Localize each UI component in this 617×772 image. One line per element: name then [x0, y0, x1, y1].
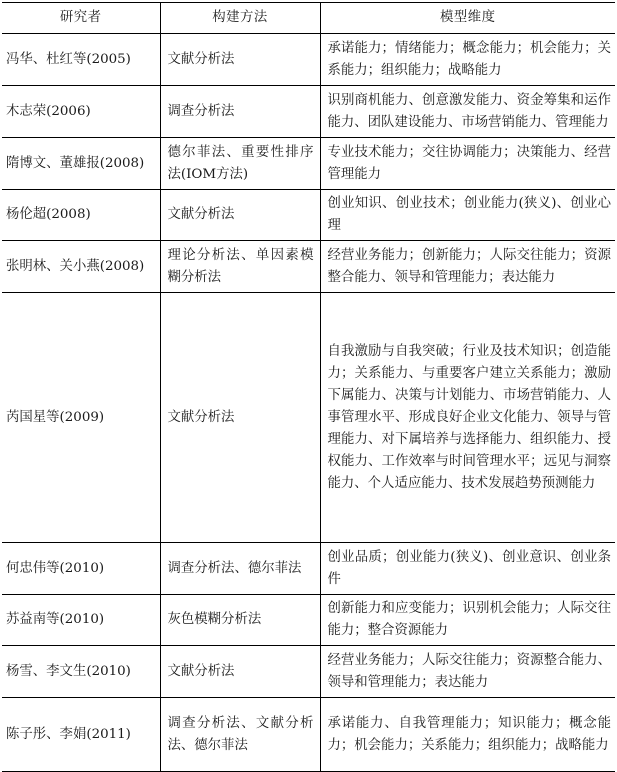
dimensions-cell: 创新能力和应变能力；识别机会能力；人际交往能力；整合资源能力: [320, 595, 615, 646]
table-row: [2, 34, 615, 86]
table-body: [2, 34, 615, 772]
header-dimensions: 模型维度: [320, 3, 615, 34]
table-row: [2, 241, 615, 293]
method-cell: 调查分析法、文献分析法、德尔菲法: [160, 698, 320, 772]
dimensions-cell: 承诺能力；情绪能力；概念能力；机会能力；关系能力；组织能力；战略能力: [320, 34, 615, 86]
researcher-cell: 木志荣(2006): [6, 103, 91, 119]
dimensions-cell: 专业技术能力；交往协调能力；决策能力、经营管理能力: [320, 138, 615, 190]
dimensions-cell: 创业品质；创业能力(狭义)、创业意识、创业条件: [320, 543, 615, 595]
researcher-cell: 杨伦超(2008): [6, 207, 91, 222]
table-row: [2, 293, 615, 543]
researcher-cell: 苏益南等(2010): [6, 612, 105, 627]
researcher-cell: 张明林、关小燕(2008): [6, 258, 145, 274]
header-researcher: 研究者: [59, 10, 102, 25]
table-row: [2, 138, 615, 190]
method-cell: 理论分析法、单因素模糊分析法: [160, 241, 320, 293]
method-cell: 调查分析法、德尔菲法: [160, 543, 320, 595]
researcher-cell: 何忠伟等(2010): [6, 560, 105, 576]
dimensions-cell: 识别商机能力、创意激发能力、资金筹集和运作能力、团队建设能力、市场营销能力、管理能力: [320, 86, 615, 138]
dimensions-cell: 经营业务能力；人际交往能力；资源整合能力、领导和管理能力；表达能力: [320, 646, 615, 698]
researcher-cell: 芮国星等(2009): [6, 409, 105, 425]
researcher-cell: 杨雪、李文生(2010): [6, 663, 131, 679]
research-table-container: [2, 2, 615, 772]
dimensions-cell: 承诺能力、自我管理能力；知识能力；概念能力；机会能力；关系能力；组织能力；战略能力: [320, 698, 615, 772]
method-cell: 德尔菲法、重要性排序法(IOM方法): [160, 138, 320, 190]
table-row: [2, 86, 615, 138]
researcher-cell: 隋博文、董雄报(2008): [6, 155, 145, 171]
table-row: [2, 698, 615, 772]
method-cell: 文献分析法: [160, 646, 320, 698]
table-row: [2, 543, 615, 595]
dimensions-cell: 经营业务能力；创新能力；人际交往能力；资源整合能力、领导和管理能力；表达能力: [320, 241, 615, 293]
method-cell: 文献分析法: [160, 190, 320, 241]
researcher-cell: 陈子彤、李娟(2011): [6, 726, 131, 742]
method-cell: 调查分析法: [160, 86, 320, 138]
researcher-cell: 冯华、杜红等(2005): [6, 51, 131, 67]
table-row: [2, 595, 615, 646]
method-cell: 文献分析法: [160, 293, 320, 543]
research-model-table: [2, 2, 615, 772]
method-cell: 文献分析法: [160, 34, 320, 86]
table-row: [2, 646, 615, 698]
table-header: [2, 3, 615, 34]
dimensions-cell: 自我激励与自我突破；行业及技术知识；创造能力；关系能力、与重要客户建立关系能力；激励下属能力、决策与计划能力、市场营销能力、人事管理水平、形成良好企业文化能力、领导与管理能力、对下属培养与选择能力、组织能力、授权能力、工作效率与时间管理水平；远见与洞察能力、个人适应能力、技术发展趋势预测能力: [320, 293, 615, 543]
dimensions-cell: 创业知识、创业技术；创业能力(狭义)、创业心理: [320, 190, 615, 241]
method-cell: 灰色模糊分析法: [160, 595, 320, 646]
header-method: 构建方法: [160, 3, 320, 34]
table-row: [2, 190, 615, 241]
header-row: [2, 3, 615, 34]
